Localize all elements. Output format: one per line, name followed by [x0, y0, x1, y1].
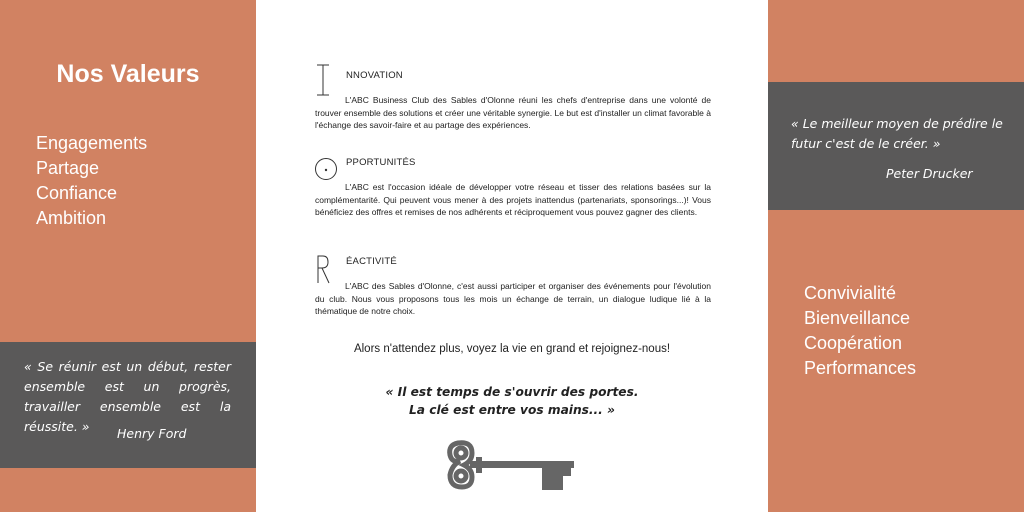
section-heading: PPORTUNITÉS: [346, 157, 416, 168]
section-innovation: [315, 66, 711, 136]
value-item: Bienveillance: [804, 308, 911, 328]
section-opportunites: [315, 153, 711, 233]
section-reactivite: [315, 252, 711, 322]
quote-author: Peter Drucker: [886, 166, 973, 181]
section-text: L'ABC des Sables d'Olonne, c'est aussi participer et organiser des événements pour l'évolution du club. Nous vous proposons tous les mois un échange de terrain, un dialogue ludique lié à la thématique de notre choix.: [315, 281, 711, 317]
value-item: Ambition: [36, 208, 107, 228]
section-text: L'ABC Business Club des Sables d'Olonne réuni les chefs d'entreprise dans une volonté de trouver ensemble des solutions et créer une véritable synergie. Le but est d'installer un climat favorable à l'échange des savoir-faire et au partage des expériences.: [315, 95, 711, 131]
quote-text: « Se réunir est un début, rester ensemble est un progrès, travailler ensemble est la réussite. »: [24, 359, 231, 434]
value-item: Coopération: [804, 333, 903, 353]
section-heading: ÉACTIVITÉ: [346, 256, 397, 267]
call-to-action: Alors n'attendez plus, voyez la vie en grand et rejoignez-nous!: [353, 343, 671, 355]
value-item: Partage: [36, 158, 100, 178]
quote-box-drucker: [768, 82, 1024, 210]
left-panel: [0, 0, 256, 512]
value-item: Engagements: [36, 133, 148, 153]
values-list-right: [804, 281, 916, 381]
value-item: Convivialité: [804, 283, 897, 303]
values-list-left: [36, 131, 147, 231]
slogan-line: La clé est entre vos mains... »: [409, 403, 615, 417]
quote-author: Henry Ford: [117, 426, 187, 441]
quote-text: « Le meilleur moyen de prédire le futur c'est de le créer. »: [791, 116, 1003, 151]
slogan-line: « Il est temps de s'ouvrir des portes.: [385, 385, 639, 399]
quote-box-ford: [0, 342, 256, 468]
value-item: Confiance: [36, 183, 118, 203]
page-title: Nos Valeurs: [56, 60, 200, 88]
section-text: L'ABC est l'occasion idéale de développer votre réseau et tisser des relations basées sur la complémentarité. Qui peuvent vous mener à des projets inattendus (partenariats, sponsorings...)! Vous bénéficiez des offres et remises de nos adhérents et réciproquement vous pouvez gagner des clients.: [315, 182, 711, 218]
value-item: Performances: [804, 358, 917, 378]
center-column: [256, 0, 768, 512]
section-heading: NNOVATION: [346, 70, 403, 81]
key-icon: [446, 433, 576, 502]
right-panel: [768, 0, 1024, 512]
slogan: [256, 383, 768, 419]
